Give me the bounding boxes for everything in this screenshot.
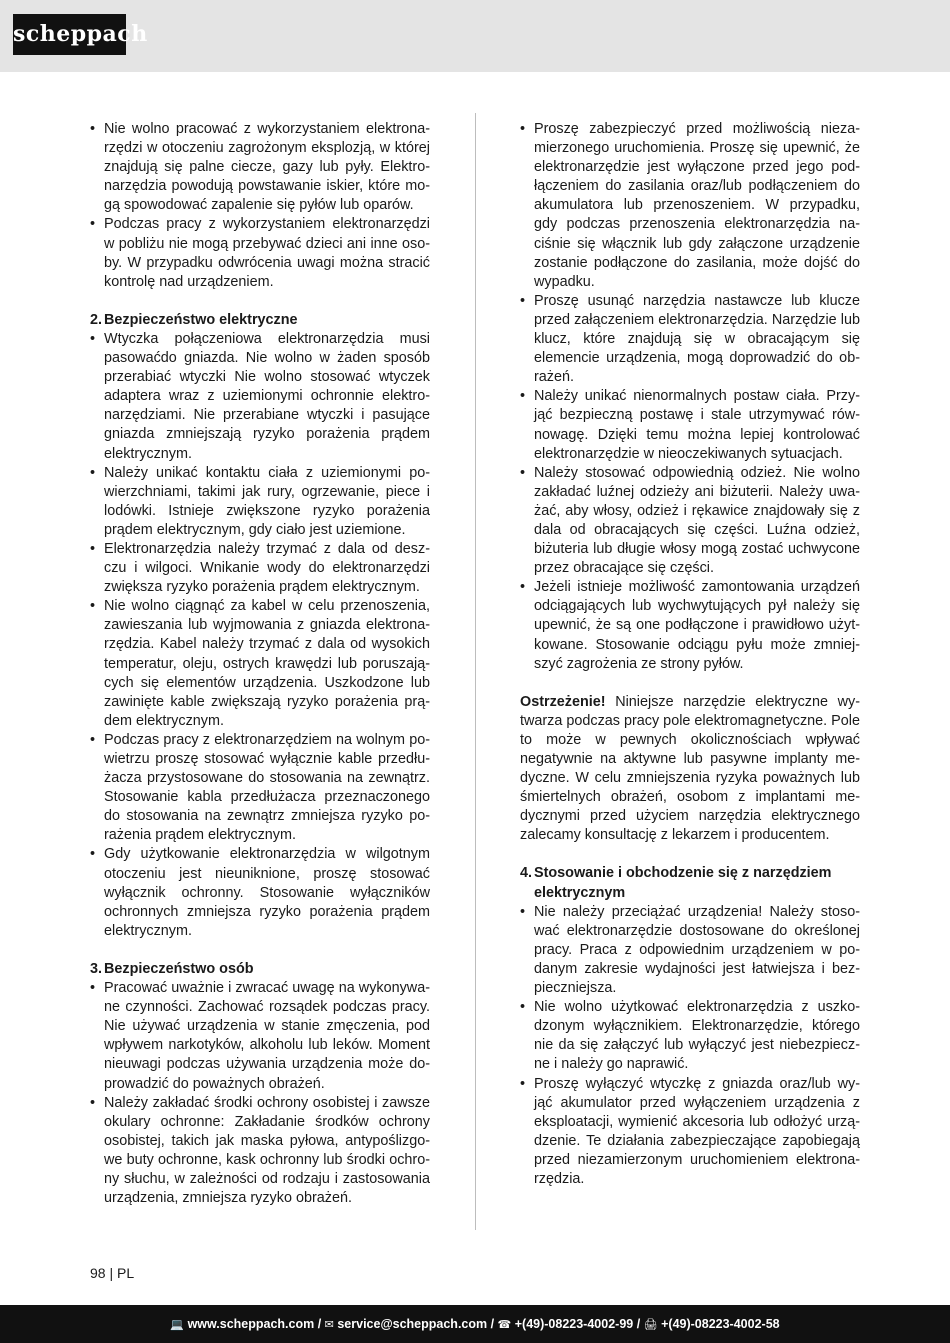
page-number-value: 98 (90, 1265, 106, 1281)
column-divider (475, 113, 476, 1230)
footer-separator: / (314, 1317, 325, 1331)
language-code: PL (117, 1265, 135, 1281)
page-number (90, 1265, 134, 1281)
list-item: • Gdy użytkowanie elektronarzędzia w wilgotnym otoczeniu jest nieuniknione, proszę stosować wyłącznik ochronny. Stosowanie wyłączników ochronnych zmniejsza ryzyko porażenia prądem elektrycznym. (90, 845, 430, 940)
section-number: 4. (520, 865, 533, 882)
fax-icon: 🖨 (643, 1319, 658, 1331)
computer-icon: 💻 (170, 1319, 185, 1331)
section-number: 2. (90, 311, 103, 328)
section-title: Bezpieczeństwo elektryczne (104, 311, 298, 328)
electrical-safety-list (90, 330, 430, 941)
email-link[interactable]: service@scheppach.com (337, 1317, 488, 1331)
list-item: • Proszę zabezpieczyć przed możliwością nieza-mierzonego uruchomienia. Proszę się upewnić, że elektronarzędzie jest wyłączone przed jego pod-łączeniem do zasilania oraz/lub podłączeniem do akumulatora lub przenoszeniem. W przypadku, gdy podczas przenoszenia elektronarzędzia na-ciśnie się włącznik lub gdy załączone urządzenie zostanie podłączone do zasilania, może dojść do wypadku. (520, 120, 860, 292)
section-number: 3. (90, 960, 103, 977)
list-item: • Proszę wyłączyć wtyczkę z gniazda oraz/lub wy-jąć akumulator przed wyłączeniem urządzenia z eksploatacji, wymienić akcesoria lub odłożyć urzą-dzenie. Te działania zabezpieczające zapobiegają przed niezamierzonym uruchomieniem elektrona-rzędzia. (520, 1075, 860, 1190)
header-band (0, 0, 950, 72)
list-item: • Nie wolno użytkować elektronarzędzia z uszko-dzonym wyłącznikiem. Elektronarzędzie, którego nie da się załączyć lub wyłączyć jest niebezpiecz-ne i należy go naprawić. (520, 998, 860, 1074)
page-separator: | (109, 1265, 117, 1281)
scheppach-logo: scheppach (13, 14, 126, 55)
section-title: Bezpieczeństwo osób (104, 960, 254, 977)
list-item: • Należy unikać kontaktu ciała z uziemionymi po-wierzchniami, takimi jak rury, ogrzewanie, piece i lodówki. Istnieje zwiększone ryzyko porażenia prądem elektrycznym, gdy ciało jest uziemione. (90, 464, 430, 540)
warning-label: Ostrzeżenie! (520, 693, 606, 710)
list-item: • Nie należy przeciążać urządzenia! Należy stoso-wać elektronarzędzie dostosowane do określonej pracy. Praca z odpowiednim urządzeniem w po-danym zakresie wydajności jest łatwiejsza i bez-pieczniejsza. (520, 903, 860, 998)
list-item: • Elektronarzędzia należy trzymać z dala od desz-czu i wilgoci. Wnikanie wody do elektronarzędzi zwiększa ryzyko porażenia prądem elektrycznym. (90, 540, 430, 597)
right-column (520, 120, 860, 1189)
list-item: • Podczas pracy z elektronarzędziem na wolnym po-wietrzu proszę stosować wyłącznie kable przedłu-żacza przystosowane do stosowania na zewnątrz. Stosowanie kabla przedłużacza przeznaczonego do stosowania na zewnątrz zmniejsza ryzyko po-rażenia prądem elektrycznym. (90, 731, 430, 846)
phone-icon: ☎ (497, 1319, 512, 1331)
website-link[interactable]: www.scheppach.com (187, 1317, 315, 1331)
list-item: • Jeżeli istnieje możliwość zamontowania urządzeń odciągających lub wychwytujących pył należy się upewnić, że są one podłączone i prawidłowo użyt-kowane. Stosowanie odciągu pyłu może zmniej-szyć zagrożenia ze strony pyłów. (520, 578, 860, 673)
fax-number: +(49)-08223-4002-58 (661, 1317, 780, 1331)
section-heading-electrical (90, 311, 430, 330)
list-item: • Należy zakładać środki ochrony osobistej i zawsze okulary ochronne: Zakładanie środków ochrony osobistej, takich jak maska pyłowa, antypoślizgo-we buty ochronne, kask ochronny lub środki ochro-ny słuchu, w zależności od rodzaju i zastosowania urządzenia, zmniejsza ryzyko obrażeń. (90, 1094, 430, 1209)
list-item: • Należy unikać nienormalnych postaw ciała. Przy-jąć bezpieczną postawę i stale utrzymywać rów-nowagę. Dzięki temu można lepiej kontrolować elektronarzędzie w nieoczekiwanych sytuacjach. (520, 387, 860, 463)
phone-number: +(49)-08223-4002-99 (514, 1317, 634, 1331)
left-intro-list (90, 120, 430, 292)
warning-text: Niniejsze narzędzie elektryczne wy-twarza podczas pracy pole elektromagnetyczne. Pole to może w pewnych okolicznościach wpływać negatywnie na aktywne lub pasywne implanty me-dyczne. W celu zmniejszenia ryzyka poważnych lub śmiertelnych obrażeń, osobom z implantami me-dycznymi przed użyciem narzędzia elektrycznego zalecamy konsultację z lekarzem i producentem. (520, 693, 860, 844)
section-heading-tool-use (520, 864, 860, 902)
section-title: Stosowanie i obchodzenie się z narzędziem elektrycznym (534, 865, 832, 901)
email-icon: ✉ (324, 1319, 334, 1331)
right-intro-list (520, 120, 860, 674)
list-item: • Proszę usunąć narzędzia nastawcze lub klucze przed załączeniem elektronarzędzia. Narzędzie lub klucz, które znajdują się w obracającym się elemencie urządzenia, mogą doprowadzić do ob-rażeń. (520, 292, 860, 387)
footer-bar (0, 1305, 950, 1343)
section-heading-personal (90, 960, 430, 979)
list-item: • Pracować uważnie i zwracać uwagę na wykonywa-ne czynności. Zachować rozsądek podczas pracy. Nie używać urządzenia w stanie zmęczenia, pod wpływem narkotyków, alkoholu lub leków. Moment nieuwagi podczas używania urządzenia może do-prowadzić do poważnych obrażeń. (90, 979, 430, 1094)
emf-warning (520, 693, 860, 846)
left-column (90, 120, 430, 1208)
footer-separator: / (487, 1317, 498, 1331)
personal-safety-list (90, 979, 430, 1208)
tool-use-list (520, 903, 860, 1189)
list-item: • Nie wolno ciągnąć za kabel w celu przenoszenia, zawieszania lub wyjmowania z gniazda elektrona-rzędzia. Kabel należy trzymać z dala od wysokich temperatur, oleju, ostrych krawędzi lub poruszają-cych się elementów urządzenia. Uszkodzone lub zawinięte kable zwiększają ryzyko porażenia prą-dem elektrycznym. (90, 597, 430, 731)
list-item: • Wtyczka połączeniowa elektronarzędzia musi pasowaćdo gniazda. Nie wolno w żaden sposób przerabiać wtyczki Nie wolno stosować wtyczek adaptera wraz z uziemionymi ochronnie elektro-narzędziami. Nie przerabiane wtyczki i pasujące gniazda zmniejszają ryzyko porażenia prądem elektrycznym. (90, 330, 430, 464)
footer-separator: / (633, 1317, 644, 1331)
list-item: • Należy stosować odpowiednią odzież. Nie wolno zakładać luźnej odzieży ani biżuterii. Należy uwa-żać, aby włosy, odzież i rękawice znajdowały się z dala od obracających się części. Luźna odzież, biżuteria lub długie włosy mogą zostać uchwycone przez obracające się części. (520, 464, 860, 579)
list-item: • Nie wolno pracować z wykorzystaniem elektrona-rzędzi w otoczeniu zagrożonym eksplozją, w której znajdują się palne ciecze, gazy lub pyły. Elektro-narzędzia powodują powstawanie iskier, które mo-gą spowodować zapalenie się pyłów lub oparów. (90, 120, 430, 215)
list-item: • Podczas pracy z wykorzystaniem elektronarzędzi w pobliżu nie mogą przebywać dzieci ani inne oso-by. W przypadku odwrócenia uwagi można stracić kontrolę nad urządzeniem. (90, 215, 430, 291)
